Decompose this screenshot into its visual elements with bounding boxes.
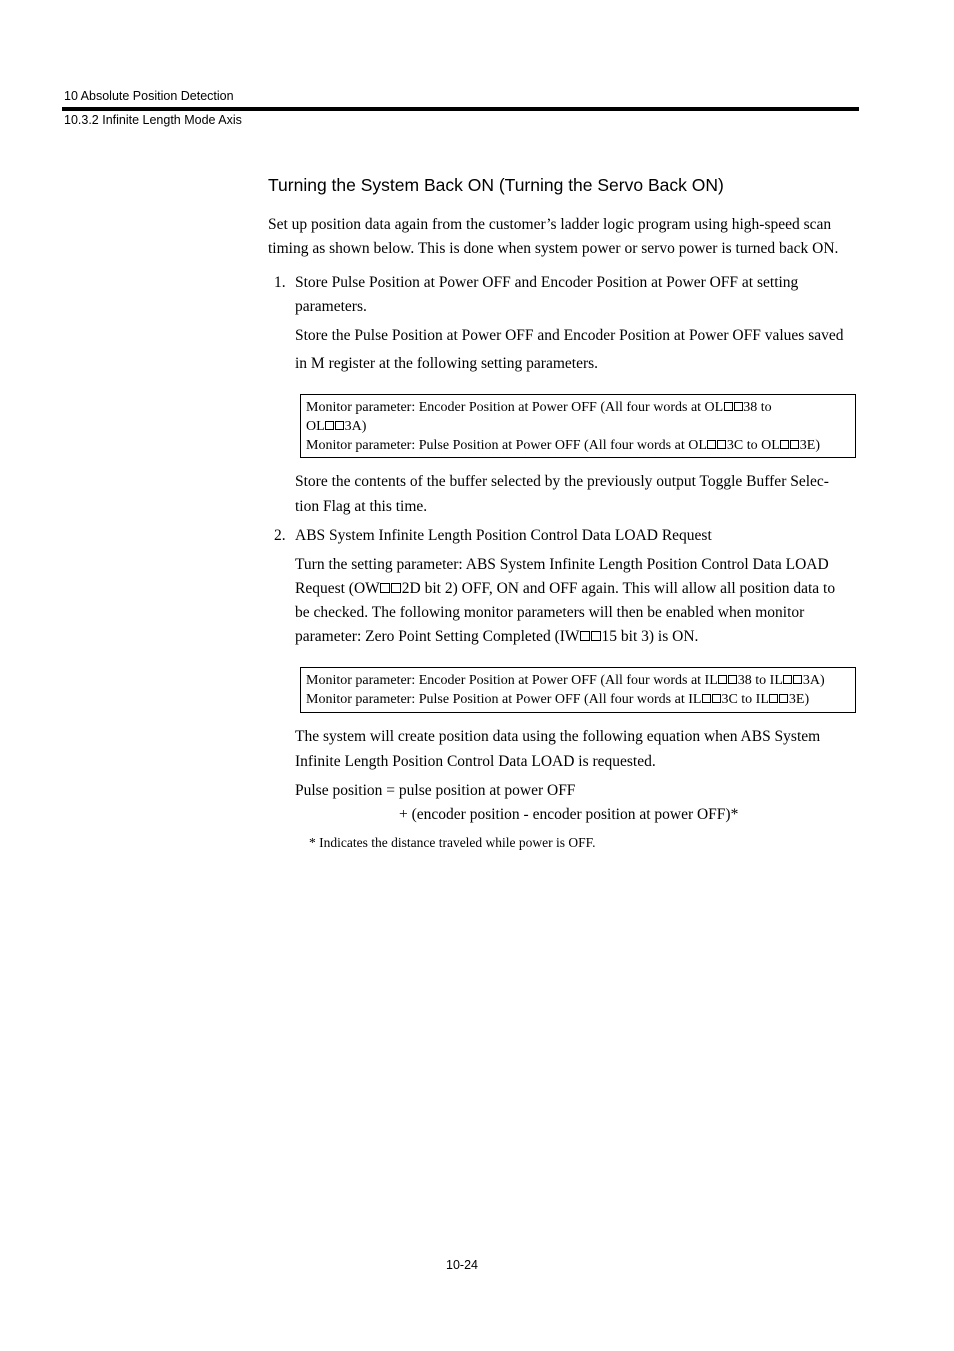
intro-line-2: timing as shown below. This is done when system power or servo power is turned back ON. (268, 240, 839, 257)
step-1-number: 1. (274, 274, 286, 291)
step-2-after-line-2: Infinite Length Position Control Data LOAD is requested. (295, 753, 656, 770)
step-2-parameter-box (300, 667, 856, 713)
step-1-heading-line-1: Store Pulse Position at Power OFF and Encoder Position at Power OFF at setting (295, 274, 799, 291)
step-2-body-line-1: Turn the setting parameter: ABS System Infinite Length Position Control Data LOAD (295, 556, 829, 573)
placeholder-square (779, 694, 788, 703)
section-title: Turning the System Back ON (Turning the Servo Back ON) (268, 175, 724, 195)
footnote: * Indicates the distance traveled while power is OFF. (309, 835, 596, 850)
page-number: 10-24 (446, 1258, 478, 1272)
step-1-body-line-1: Store the Pulse Position at Power OFF and Encoder Position at Power OFF values saved (295, 327, 844, 344)
box-2-line-2: Monitor parameter: Pulse Position at Power OFF (All four words at IL 3C to IL 3E) (306, 692, 810, 707)
step-1-body-line-2: in M register at the following setting parameters. (295, 355, 599, 372)
step-1-parameter-box (300, 394, 856, 458)
placeholder-square (380, 583, 390, 593)
placeholder-square (783, 675, 792, 684)
header-rule (62, 107, 859, 111)
placeholder-square (790, 440, 799, 449)
chapter-header: 10 Absolute Position Detection (64, 89, 234, 103)
placeholder-square (724, 402, 733, 411)
step-2-body-line-2: Request (OW 2D bit 2) OFF, ON and OFF again. This will allow all position data to (295, 580, 836, 597)
placeholder-square (391, 583, 401, 593)
placeholder-square (793, 675, 802, 684)
box-1-line-2: OL 3A) (306, 419, 367, 434)
placeholder-square (325, 421, 334, 430)
step-2-number: 2. (274, 527, 286, 544)
box-1-line-1: Monitor parameter: Encoder Position at Power OFF (All four words at OL 38 to (306, 400, 772, 415)
equation-line-2: + (encoder position - encoder position at power OFF)* (399, 806, 739, 823)
step-1-after-line-2: tion Flag at this time. (295, 498, 428, 515)
placeholder-square (591, 631, 601, 641)
step-1-heading-line-2: parameters. (295, 298, 367, 315)
placeholder-square (580, 631, 590, 641)
step-2-body-line-4: parameter: Zero Point Setting Completed (IW 15 bit 3) is ON. (295, 628, 699, 645)
section-header: 10.3.2 Infinite Length Mode Axis (64, 113, 242, 127)
placeholder-square (712, 694, 721, 703)
placeholder-square (335, 421, 344, 430)
placeholder-square (728, 675, 737, 684)
step-2-heading: ABS System Infinite Length Position Control Data LOAD Request (295, 527, 712, 544)
intro-line-1: Set up position data again from the customer’s ladder logic program using high-speed scan (268, 216, 832, 233)
box-1-line-3: Monitor parameter: Pulse Position at Power OFF (All four words at OL 3C to OL 3E) (306, 438, 821, 453)
step-1-after-line-1: Store the contents of the buffer selected by the previously output Toggle Buffer Selec- (295, 473, 829, 490)
box-2-line-1: Monitor parameter: Encoder Position at Power OFF (All four words at IL 38 to IL 3A) (306, 673, 825, 688)
placeholder-square (717, 440, 726, 449)
placeholder-square (780, 440, 789, 449)
placeholder-square (769, 694, 778, 703)
step-2-body-line-3: be checked. The following monitor parameters will then be enabled when monitor (295, 604, 805, 621)
placeholder-square (734, 402, 743, 411)
placeholder-square (702, 694, 711, 703)
equation-line-1: Pulse position = pulse position at power OFF (295, 782, 576, 799)
placeholder-square (718, 675, 727, 684)
placeholder-square (707, 440, 716, 449)
step-2-after-line-1: The system will create position data using the following equation when ABS System (295, 728, 821, 745)
